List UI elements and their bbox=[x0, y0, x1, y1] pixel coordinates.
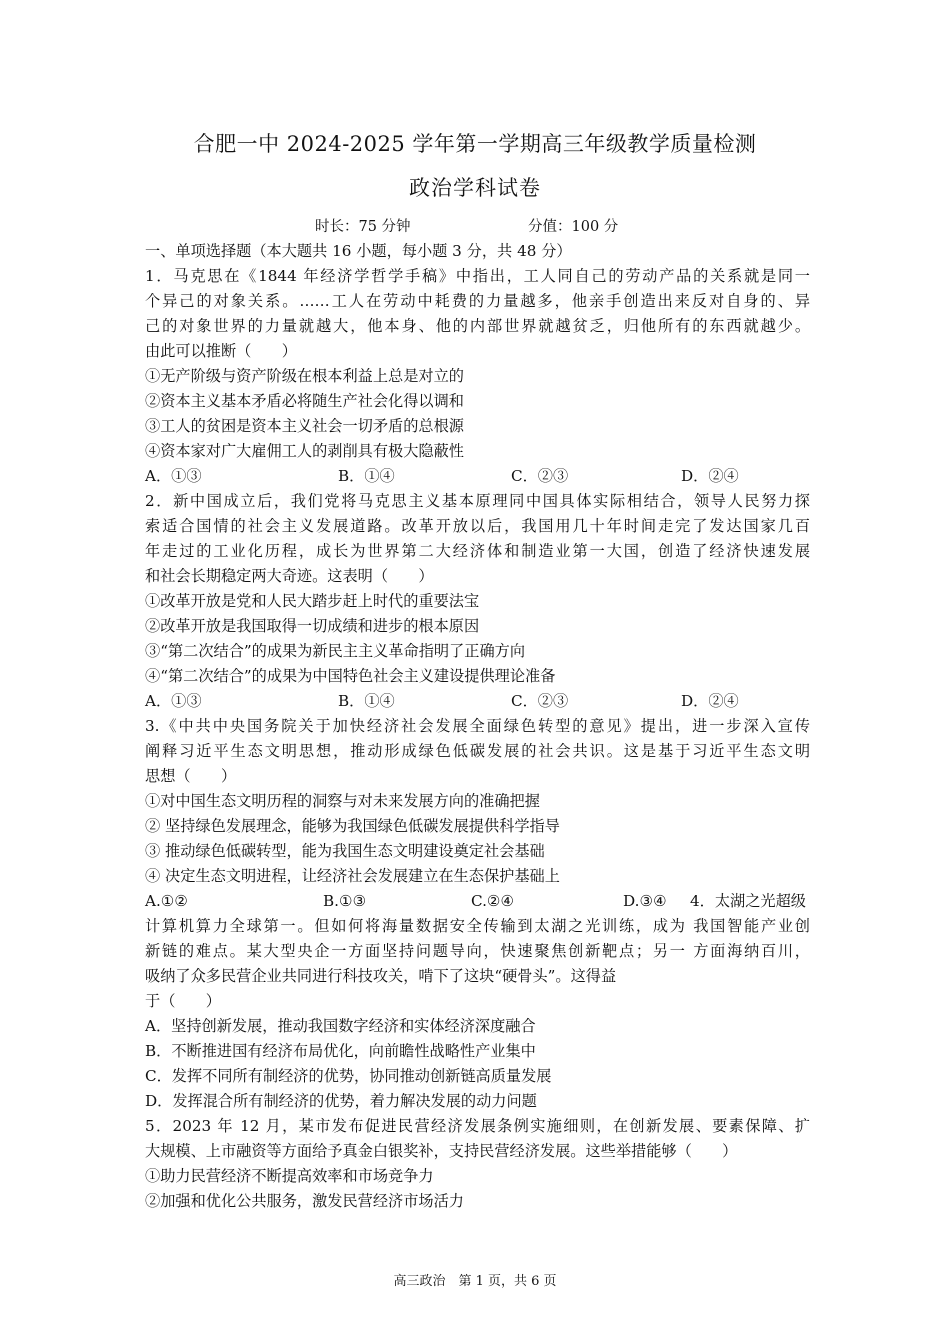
q1-stem-line: 己的对象世界的力量就越大，他本身、他的内部世界就越贫乏，归他所有的东西就越少。 bbox=[145, 317, 810, 335]
q3-option-d: D.③④ bbox=[623, 892, 667, 910]
q1-item: ④资本家对广大雇佣工人的剥削具有极大隐蔽性 bbox=[145, 442, 464, 460]
q5-stem-line: 5．2023 年 12 月，某市发布促进民营经济发展条例实施细则，在创新发展、要素保障、扩 bbox=[145, 1117, 810, 1135]
q1-option-a: A．①③ bbox=[145, 467, 202, 485]
q3-options bbox=[145, 891, 810, 911]
exam-title: 合肥一中 2024-2025 学年第一学期高三年级教学质量检测 bbox=[193, 132, 757, 156]
q3-option-a: A.①② bbox=[145, 892, 189, 910]
q2-option-b: B．①④ bbox=[338, 692, 395, 710]
q4-stem-line: 吸纳了众多民营企业共同进行科技攻关，啃下了这块“硬骨头”。这得益 bbox=[145, 967, 617, 985]
page-footer: 高三政治 第 1 页，共 6 页 bbox=[393, 1274, 557, 1289]
q2-item: ③“第二次结合”的成果为新民主主义革命指明了正确方向 bbox=[145, 642, 526, 660]
q3-item: ② 坚持绿色发展理念，能够为我国绿色低碳发展提供科学指导 bbox=[145, 817, 560, 835]
q1-item: ①无产阶级与资产阶级在根本利益上总是对立的 bbox=[145, 367, 464, 385]
q2-stem-line: 索适合国情的社会主义发展道路。改革开放以后，我国用几十年时间走完了发达国家几百 bbox=[145, 517, 810, 535]
q2-stem-line: 和社会长期稳定两大奇迹。这表明（ ） bbox=[145, 567, 434, 585]
q1-option-d: D．②④ bbox=[681, 467, 739, 485]
exam-score: 分值：100 分 bbox=[528, 219, 619, 235]
q3-item: ④ 决定生态文明进程，让经济社会发展建立在生态保护基础上 bbox=[145, 867, 560, 885]
q2-option-c: C．②③ bbox=[511, 692, 569, 710]
q4-choice-d: D．发挥混合所有制经济的优势，着力解决发展的动力问题 bbox=[145, 1092, 537, 1110]
q2-item: ④“第二次结合”的成果为中国特色社会主义建设提供理论准备 bbox=[145, 667, 556, 685]
q1-stem-line: 1．马克思在《1844 年经济学哲学手稿》中指出，工人同自己的劳动产品的关系就是同一 bbox=[145, 267, 810, 285]
q1-item: ②资本主义基本矛盾必将随生产社会化得以调和 bbox=[145, 392, 464, 410]
q2-stem-line: 2．新中国成立后，我们党将马克思主义基本原理同中国具体实际相结合，领导人民努力探 bbox=[145, 492, 810, 510]
q4-stem-line: 新链的难点。某大型央企一方面坚持问题导向，快速聚焦创新靶点；另一 方面海纳百川， bbox=[145, 942, 810, 960]
q4-choice-a: A．坚持创新发展，推动我国数字经济和实体经济深度融合 bbox=[145, 1017, 536, 1035]
q2-option-d: D．②④ bbox=[681, 692, 739, 710]
q3-item: ①对中国生态文明历程的洞察与对未来发展方向的准确把握 bbox=[145, 792, 540, 810]
q4-stem-line: 计算机算力全球第一。但如何将海量数据安全传输到太湖之光训练，成为 我国智能产业创 bbox=[145, 917, 810, 935]
q1-stem-line: 由此可以推断（ ） bbox=[145, 342, 297, 360]
q3-option-b: B.①③ bbox=[323, 892, 367, 910]
section-heading: 一、单项选择题（本大题共 16 小题，每小题 3 分，共 48 分） bbox=[145, 242, 572, 260]
q1-option-b: B．①④ bbox=[338, 467, 395, 485]
q2-item: ②改革开放是我国取得一切成绩和进步的根本原因 bbox=[145, 617, 480, 635]
q4-stem-lead: 4．太湖之光超级 bbox=[690, 892, 806, 910]
exam-duration: 时长：75 分钟 bbox=[315, 219, 411, 235]
q4-choice-c: C．发挥不同所有制经济的优势，协同推动创新链高质量发展 bbox=[145, 1067, 552, 1085]
exam-subtitle: 政治学科试卷 bbox=[409, 176, 541, 200]
q2-stem-line: 年走过的工业化历程，成长为世界第二大经济体和制造业第一大国，创造了经济快速发展 bbox=[145, 542, 810, 560]
q3-stem-line: 3.《中共中央国务院关于加快经济社会发展全面绿色转型的意见》提出，进一步深入宣传 bbox=[145, 717, 810, 735]
q1-option-c: C．②③ bbox=[511, 467, 569, 485]
q3-stem-line: 阐释习近平生态文明思想，推动形成绿色低碳发展的社会共识。这是基于习近平生态文明 bbox=[145, 742, 810, 760]
q2-options bbox=[145, 691, 810, 711]
q3-item: ③ 推动绿色低碳转型，能为我国生态文明建设奠定社会基础 bbox=[145, 842, 545, 860]
q4-choice-b: B．不断推进国有经济布局优化，向前瞻性战略性产业集中 bbox=[145, 1042, 536, 1060]
q1-item: ③工人的贫困是资本主义社会一切矛盾的总根源 bbox=[145, 417, 464, 435]
q5-item: ②加强和优化公共服务，激发民营经济市场活力 bbox=[145, 1192, 464, 1210]
q2-option-a: A．①③ bbox=[145, 692, 202, 710]
q4-stem-line: 于（ ） bbox=[145, 992, 221, 1010]
q5-stem-line: 大规模、上市融资等方面给予真金白银奖补，支持民营经济发展。这些举措能够（ ） bbox=[145, 1142, 738, 1160]
q5-item: ①助力民营经济不断提高效率和市场竞争力 bbox=[145, 1167, 434, 1185]
q2-item: ①改革开放是党和人民大踏步赶上时代的重要法宝 bbox=[145, 592, 480, 610]
q1-stem-line: 个异己的对象关系。……工人在劳动中耗费的力量越多，他亲手创造出来反对自身的、异 bbox=[145, 292, 810, 310]
q1-options bbox=[145, 466, 810, 486]
q3-option-c: C.②④ bbox=[471, 892, 515, 910]
q3-stem-line: 思想（ ） bbox=[145, 767, 237, 785]
